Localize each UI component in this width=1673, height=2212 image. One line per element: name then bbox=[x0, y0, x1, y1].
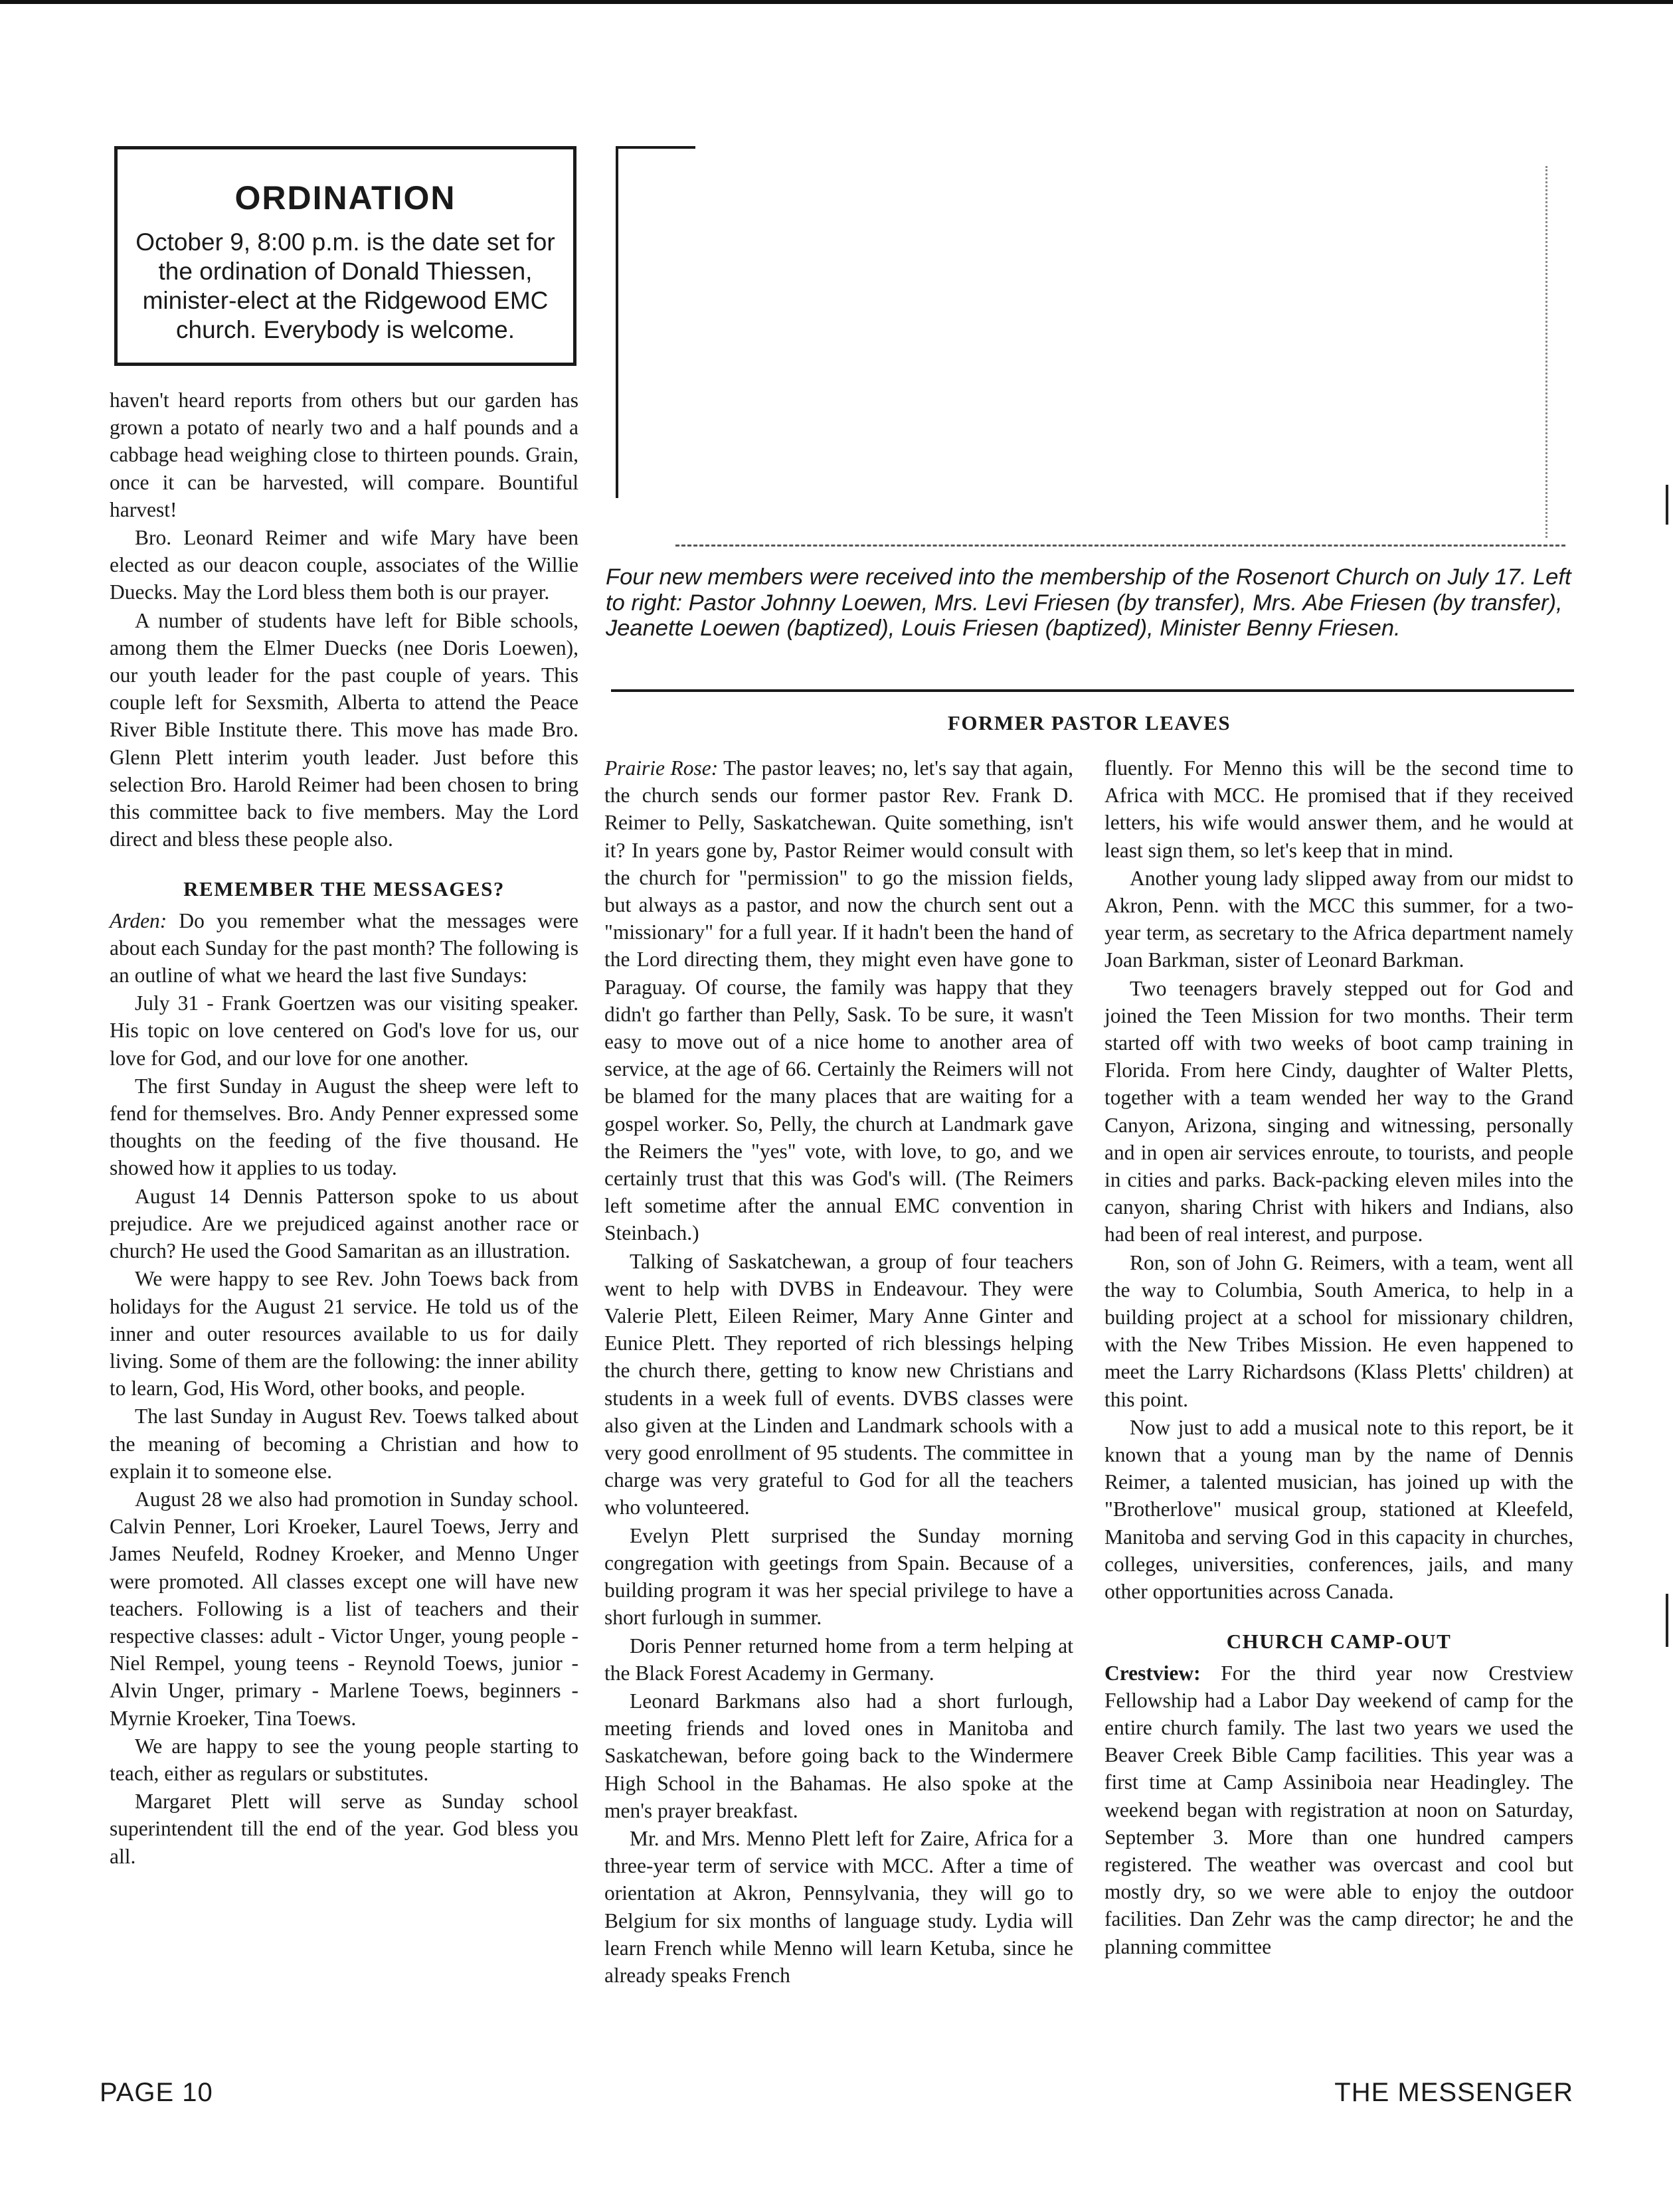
article-heading: CHURCH CAMP-OUT bbox=[1226, 1630, 1452, 1654]
article-paragraph: The last Sunday in August Rev. Toews talked about the meaning of becoming a Christian and how to explain it to someone else. bbox=[110, 1404, 578, 1483]
article-paragraph: Now just to add a musical note to this report, be it known that a young man by the name of Dennis Reimer, a talented musician, has joined up with the "Brotherlove" musical group, stationed at Kleefeld, Manitoba and serving God in this capacity in churches, colleges, universities, conferences, jails, and many other opportunities across Canada. bbox=[1104, 1415, 1573, 1604]
article-paragraph: Prairie Rose: The pastor leaves; no, let's say that again, the church sends our former pastor Rev. Frank D. Reimer to Pelly, Saskatchewan. Quite something, isn't it? In years gone by, Pastor Reimer would consult with the church for "permission" to go the mission fields, but always as a pastor, and now the church sent out a "missionary" for a full year. If it hadn't been the hand of the Lord directing them, they might even have gone to Paraguay. Of course, the family was happy that they didn't go farther than Pelly, Sask. To be sure, it wasn't easy to move out of a nice home to another area of service, at the age of 66. Certainly the Reimers will not be blamed for the many places that are waiting for a gospel worker. So, Pelly, the church at Landmark gave the Reimers the "yes" vote, with love, to go, and we certainly trust that this was God's will. (The Reimers left sometime after the annual EMC convention in Steinbach.) bbox=[604, 756, 1073, 1245]
article-paragraph: Crestview: For the third year now Crestview Fellowship had a Labor Day weekend of camp for the entire church family. The last two years we used the Beaver Creek Bible Camp facilities. This year was a first time at Camp Assiniboia near Headingley. The weekend began with registration at noon on Saturday, September 3. More than one hundred campers registered. The weather was overcast and cool but mostly dry, so we were able to enjoy the outdoor facilities. Dan Zehr was the camp director; he and the planning committee bbox=[1104, 1661, 1573, 1958]
photo-frame bbox=[616, 146, 1579, 551]
article-paragraph: Another young lady slipped away from our midst to Akron, Penn. with the MCC this summer, for a two-year term, as secretary to the Africa department namely Joan Barkman, sister of Leonard Barkman. bbox=[1104, 866, 1573, 972]
article-paragraph: We were happy to see Rev. John Toews back from holidays for the August 21 service. He told us of the inner and outer resources available to us for daily living. Some of them are the following: the inner ability to learn, God, His Word, other books, and people. bbox=[110, 1267, 578, 1401]
article-paragraph: Doris Penner returned home from a term helping at the Black Forest Academy in Germany. bbox=[604, 1634, 1073, 1685]
ordination-notice bbox=[114, 146, 576, 366]
article-paragraph: We are happy to see the young people starting to teach, either as regulars or substitutes. bbox=[110, 1734, 578, 1785]
photo-caption: Four new members were received into the membership of the Rosenort Church on July 17. Left to right: Pastor Johnny Loewen, Mrs. Levi Friesen (by transfer), Mrs. Abe Friesen (by transfer), Jeanette Loewen (baptized), Louis Friesen (baptized), Minister Benny Friesen. bbox=[606, 564, 1571, 641]
column-1 bbox=[110, 386, 578, 1871]
ordination-title: ORDINATION bbox=[234, 179, 456, 216]
article-heading: REMEMBER THE MESSAGES? bbox=[183, 877, 505, 901]
page-top-rule bbox=[0, 0, 1673, 4]
article-paragraph: Talking of Saskatchewan, a group of four teachers went to help with DVBS in Endeavour. They were Valerie Plett, Eileen Reimer, Mary Anne Ginter and Eunice Plett. They reported of rich blessings helping the church there, getting to know new Christians and students in a week full of events. DVBS classes were also given at the Linden and Landmark schools with a very good enrollment of 95 students. The committee in charge was very grateful to God for all the teachers who volunteered. bbox=[604, 1249, 1073, 1519]
column-3 bbox=[1104, 754, 1573, 1961]
article-paragraph: The first Sunday in August the sheep were left to fend for themselves. Bro. Andy Penner expressed some thoughts on the feeding of the five thousand. He showed how it applies to us today. bbox=[110, 1074, 578, 1180]
publication-name: THE MESSENGER bbox=[1334, 2078, 1573, 2107]
ordination-body: October 9, 8:00 p.m. is the date set for the ordination of Donald Thiessen, minister-elect at the Ridgewood EMC church. Everybody is welcome. bbox=[135, 228, 555, 343]
article-paragraph: August 14 Dennis Patterson spoke to us about prejudice. Are we prejudiced against another race or church? He used the Good Samaritan as an illustration. bbox=[110, 1184, 578, 1263]
article-paragraph: July 31 - Frank Goertzen was our visiting speaker. His topic on love centered on God's love for us, our love for God, and our love for one another. bbox=[110, 991, 578, 1070]
article-paragraph: A number of students have left for Bible schools, among them the Elmer Duecks (nee Doris Loewen), our youth leader for the past couple of years. This couple left for Sexsmith, Alberta to attend the Peace River Bible Institute there. This move has made Bro. Glenn Plett interim youth leader. Just before this selection Bro. Harold Reimer had been chosen to bring this committee back to five members. May the Lord direct and bless these people also. bbox=[110, 608, 578, 851]
article-paragraph: haven't heard reports from others but our garden has grown a potato of nearly two and a half pounds and a cabbage head weighing close to thirteen pounds. Grain, once it can be harvested, will compare. Bountiful harvest! bbox=[110, 388, 578, 521]
place-name: Arden: bbox=[110, 908, 167, 932]
article-paragraph: Leonard Barkmans also had a short furlough, meeting friends and loved ones in Manitoba and Saskatchewan, before going back to the Windermere High School in the Bahamas. He also spoke at the men's prayer breakfast. bbox=[604, 1689, 1073, 1822]
article-paragraph: Evelyn Plett surprised the Sunday morning congregation with geetings from Spain. Because of a building program it was her special privilege to have a short furlough in summer. bbox=[604, 1523, 1073, 1630]
article-paragraph: Two teenagers bravely stepped out for God and joined the Teen Mission for two months. Their term started off with two weeks of boot camp training in Florida. From here Cindy, daughter of Walter Pletts, together with a team wended her way to the Grand Canyon, Arizona, singing and witnessing, personally and in open air services enroute, to tourists, and people in cities and parks. Back-packing eleven miles into the canyon, sharing Christ with hikers and Indians, also had been of real interest, and purpose. bbox=[1104, 976, 1573, 1246]
article-paragraph: Bro. Leonard Reimer and wife Mary have been elected as our deacon couple, associates of the Willie Duecks. May the Lord bless them both is our prayer. bbox=[110, 526, 578, 604]
article-paragraph: Margaret Plett will serve as Sunday school superintendent till the end of the year. God bless you all. bbox=[110, 1790, 578, 1868]
article-paragraph: Ron, son of John G. Reimers, with a team, went all the way to Columbia, South America, to help in a building project at a school for missionary children, with the New Tribes Mission. He even happened to meet the Larry Richardsons (Klass Pletts' children) at this point. bbox=[1104, 1250, 1573, 1411]
scan-edge-mark bbox=[1666, 485, 1668, 525]
place-name: Prairie Rose: bbox=[604, 756, 719, 780]
place-name: Crestview: bbox=[1104, 1661, 1201, 1685]
article-heading: FORMER PASTOR LEAVES bbox=[947, 711, 1231, 734]
article-paragraph: Arden: Do you remember what the messages were about each Sunday for the past month? The following is an outline of what we heard the last five Sundays: bbox=[110, 908, 578, 987]
page-number: PAGE 10 bbox=[100, 2078, 213, 2107]
article-paragraph: fluently. For Menno this will be the second time to Africa with MCC. He promised that if they received letters, his wife would answer them, and he would at least sign them, so let's keep that in mind. bbox=[1104, 756, 1573, 862]
article-paragraph: August 28 we also had promotion in Sunday school. Calvin Penner, Lori Kroeker, Laurel Toews, Jerry and James Neufeld, Rodney Kroeker, and Menno Unger were promoted. All classes except one will have new teachers. Following is a list of teachers and their respective classes: adult - Victor Unger, young people - Niel Rempel, young teens - Reynold Toews, junior - Alvin Unger, primary - Marlene Toews, beginners - Myrnie Kroeker, Tina Toews. bbox=[110, 1487, 578, 1730]
scan-edge-mark bbox=[1666, 1594, 1668, 1647]
article-paragraph: Mr. and Mrs. Menno Plett left for Zaire, Africa for a three-year term of service with MCC. After a time of orientation at Akron, Pennsylvania, they will go to Belgium for six months of language study. Lydia will learn French while Menno will learn Ketuba, since he already speaks French bbox=[604, 1826, 1073, 1987]
